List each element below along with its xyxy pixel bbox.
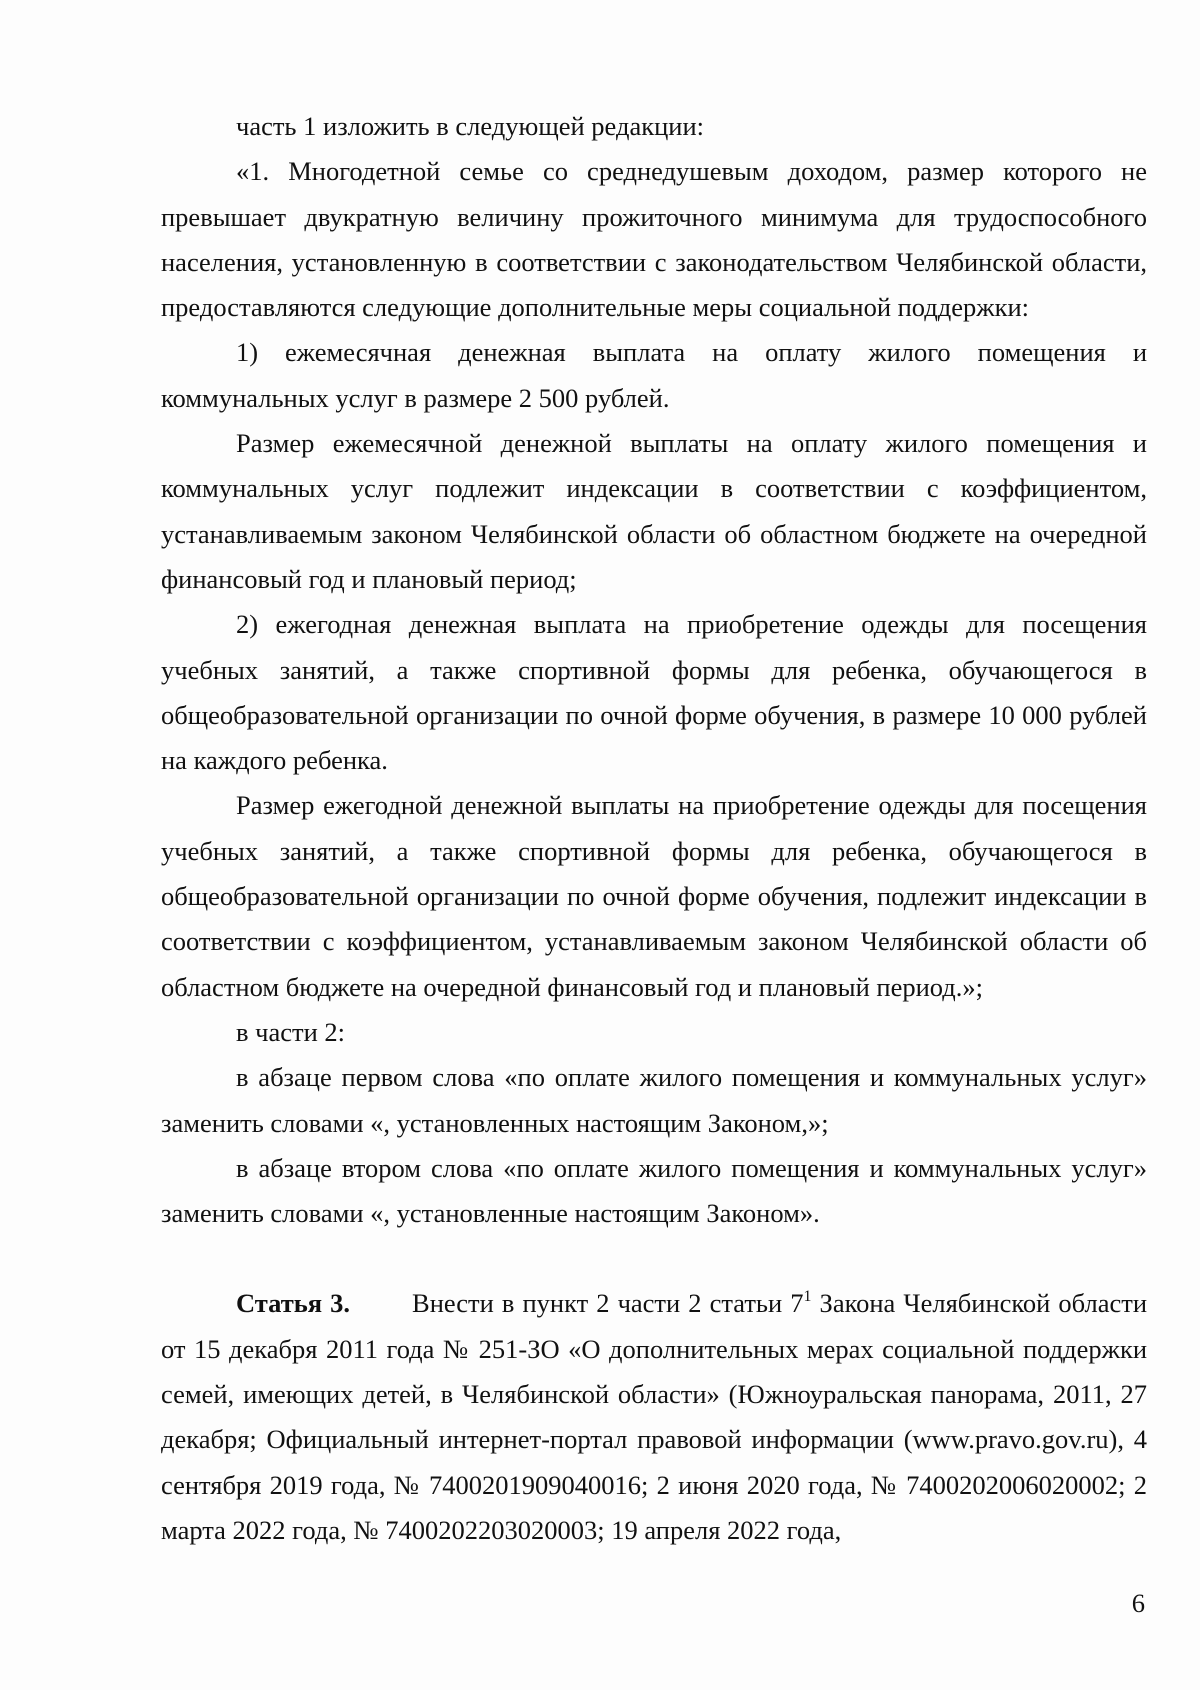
paragraph-second-abzac: в абзаце втором слова «по оплате жилого помещения и коммунальных услуг» заменить словами «, установленные настоящим Законом». bbox=[161, 1152, 1147, 1229]
article-3-title: Статья 3. bbox=[236, 1288, 351, 1319]
page-number: 6 bbox=[1131, 1588, 1145, 1618]
article-superscript: 1 bbox=[803, 1288, 812, 1306]
paragraph-part-2: в части 2: bbox=[236, 1016, 345, 1047]
document-body bbox=[161, 104, 1147, 1553]
article-3-paragraph bbox=[161, 1281, 1147, 1553]
paragraph-point-1: «1. Многодетной семье со среднедушевым доходом, размер которого не превышает двукратную величину прожиточного минимума для трудоспособного населения, установленную в соответствии с законодательством Челябинской области, предоставляются следующие дополнительные меры социальной поддержки: bbox=[161, 156, 1147, 323]
paragraph-intro: часть 1 изложить в следующей редакции: bbox=[236, 111, 704, 141]
section-gap bbox=[161, 1236, 1147, 1281]
paragraph-first-abzac: в абзаце первом слова «по оплате жилого помещения и коммунальных услуг» заменить словами «, установленных настоящим Законом,»; bbox=[161, 1062, 1147, 1138]
paragraph-subpoint-1: 1) ежемесячная денежная выплата на оплату жилого помещения и коммунальных услуг в размере 2 500 рублей. bbox=[161, 337, 1147, 413]
paragraph-subpoint-2: 2) ежегодная денежная выплата на приобретение одежды для посещения учебных занятий, а также спортивной формы для ребенка, обучающегося в общеобразовательной организации по очной форме обучения, в размере 10 000 рублей на каждого ребенка. bbox=[161, 609, 1147, 776]
article-3-text-start: Внести в пункт 2 части 2 статьи 7 bbox=[412, 1288, 804, 1319]
article-3-text-rest: Закона Челябинской области от 15 декабря 2011 года № 251-ЗО «О дополнительных мерах социальной поддержки семей, имеющих детей, в Челябинской области» (Южноуральская панорама, 2011, 27 декабря; Официальный интернет-портал правовой информации (www.pravo.gov.ru), 4 сентября 2019 года, № 7400201909040016; 2 июня 2020 года, № 7400202006020002; 2 марта 2022 года, № 7400202203020003; 19 апреля 2022 года, bbox=[161, 1288, 1147, 1545]
paragraph-indexation-1: Размер ежемесячной денежной выплаты на оплату жилого помещения и коммунальных услуг подлежит индексации в соответствии с коэффициентом, устанавливаемым законом Челябинской области об областном бюджете на очередной финансовый год и плановый период; bbox=[161, 428, 1147, 594]
paragraph-indexation-2: Размер ежегодной денежной выплаты на приобретение одежды для посещения учебных занятий, а также спортивной формы для ребенка, обучающегося в общеобразовательной организации по очной форме обучения, подлежит индексации в соответствии с коэффициентом, устанавливаемым законом Челябинской области об областном бюджете на очередной финансовый год и плановый период.»; bbox=[161, 790, 1147, 1002]
